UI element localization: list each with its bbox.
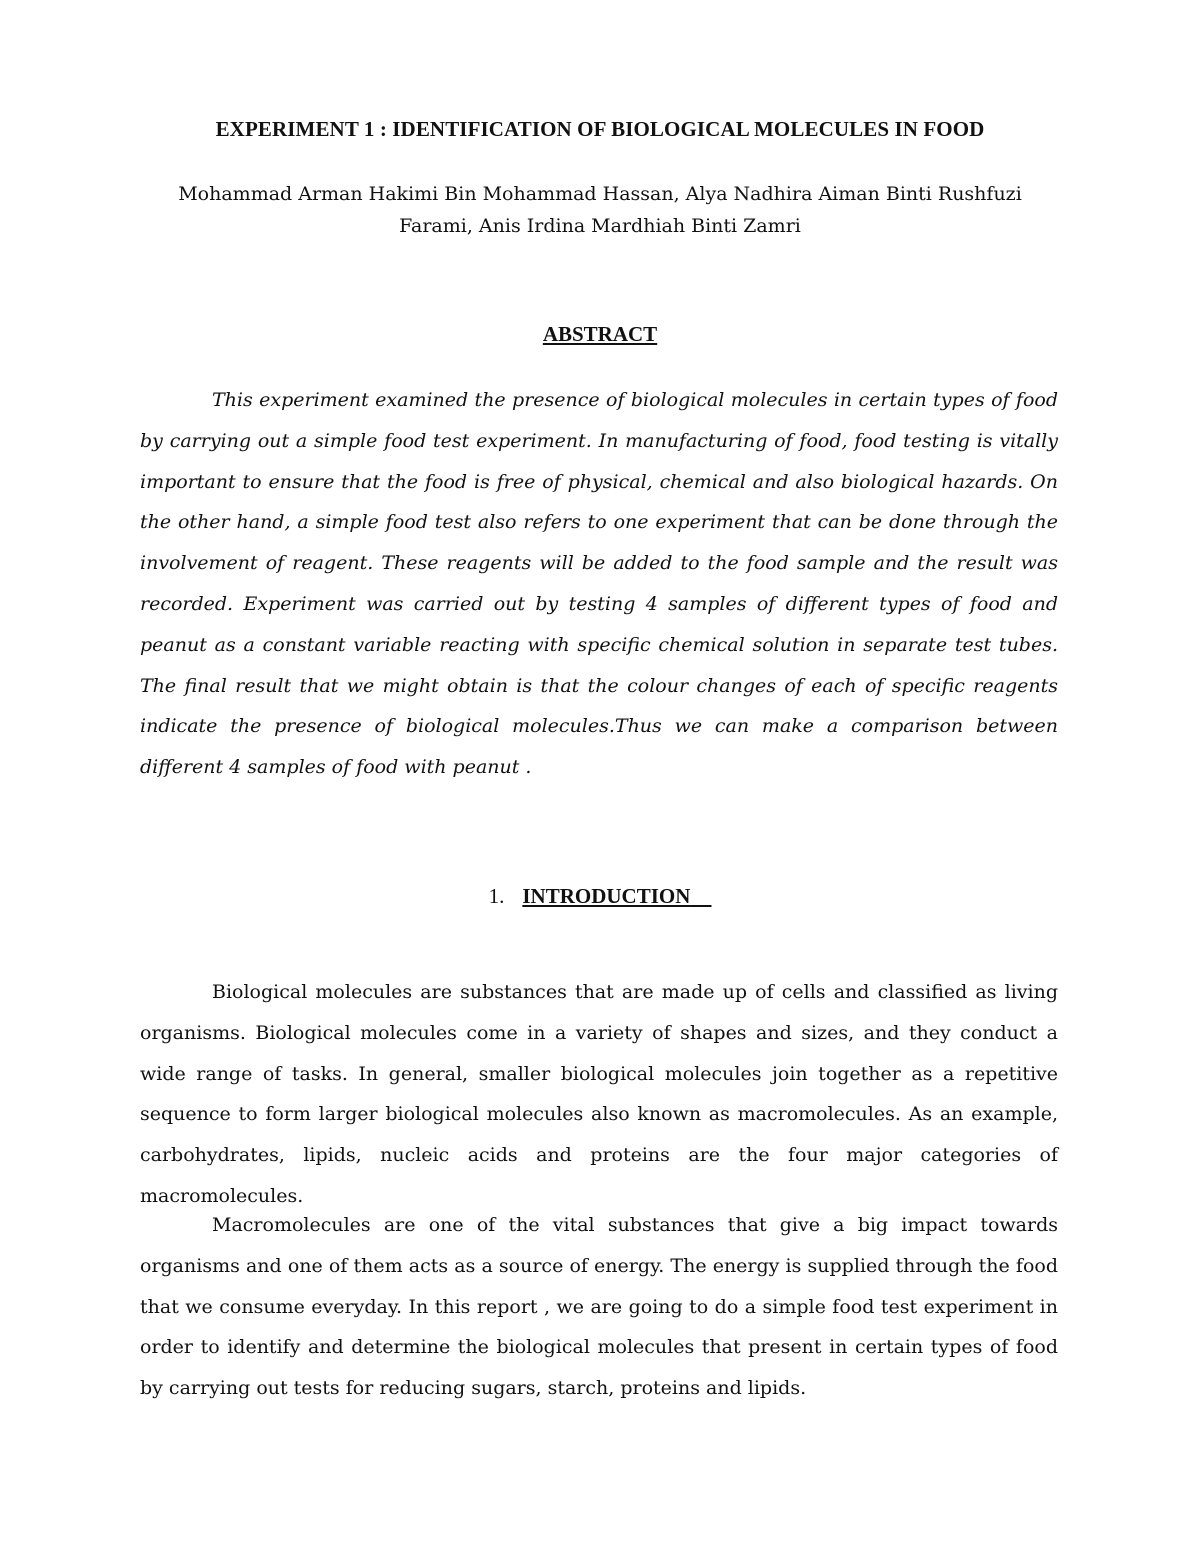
introduction-heading [0, 884, 1200, 909]
introduction-paragraph-1: Biological molecules are substances that are made up of cells and classified as living organisms. Biological molecules come in a variety of shapes and sizes, and they conduct a wide range of tasks. In general, smaller biological molecules join together as a repetitive sequence to form larger biological molecules also known as macromolecules. As an example, carbohydrates, lipids, nucleic acids and proteins are the four major categories of macromolecules. [140, 981, 1058, 1207]
document-title: EXPERIMENT 1 : IDENTIFICATION OF BIOLOGICAL MOLECULES IN FOOD [215, 117, 985, 141]
author-list: Mohammad Arman Hakimi Bin Mohammad Hassan, Alya Nadhira Aiman Binti Rushfuzi Farami, Anis Irdina Mardhiah Binti Zamri [178, 183, 1022, 237]
section-number: 1. [488, 884, 505, 908]
abstract-heading: ABSTRACT [542, 322, 658, 346]
introduction-paragraph-2: Macromolecules are one of the vital substances that give a big impact towards organisms and one of them acts as a source of energy. The energy is supplied through the food that we consume everyday. In this report , we are going to do a simple food test experiment in order to identify and determine the biological molecules that present in certain types of food by carrying out tests for reducing sugars, starch, proteins and lipids. [140, 1214, 1058, 1400]
section-title: INTRODUCTION [522, 884, 691, 908]
abstract-text: This experiment examined the presence of biological molecules in certain types of food by carrying out a simple food test experiment. In manufacturing of food, food testing is vitally important to ensure that the food is free of physical, chemical and also biological hazards. On the other hand, a simple food test also refers to one experiment that can be done through the involvement of reagent. These reagents will be added to the food sample and the result was recorded. Experiment was carried out by testing 4 samples of different types of food and peanut as a constant variable reacting with specific chemical solution in separate test tubes. The final result that we might obtain is that the colour changes of each of specific reagents indicate the presence of biological molecules.Thus we can make a comparison between different 4 samples of food with peanut . [140, 389, 1058, 779]
